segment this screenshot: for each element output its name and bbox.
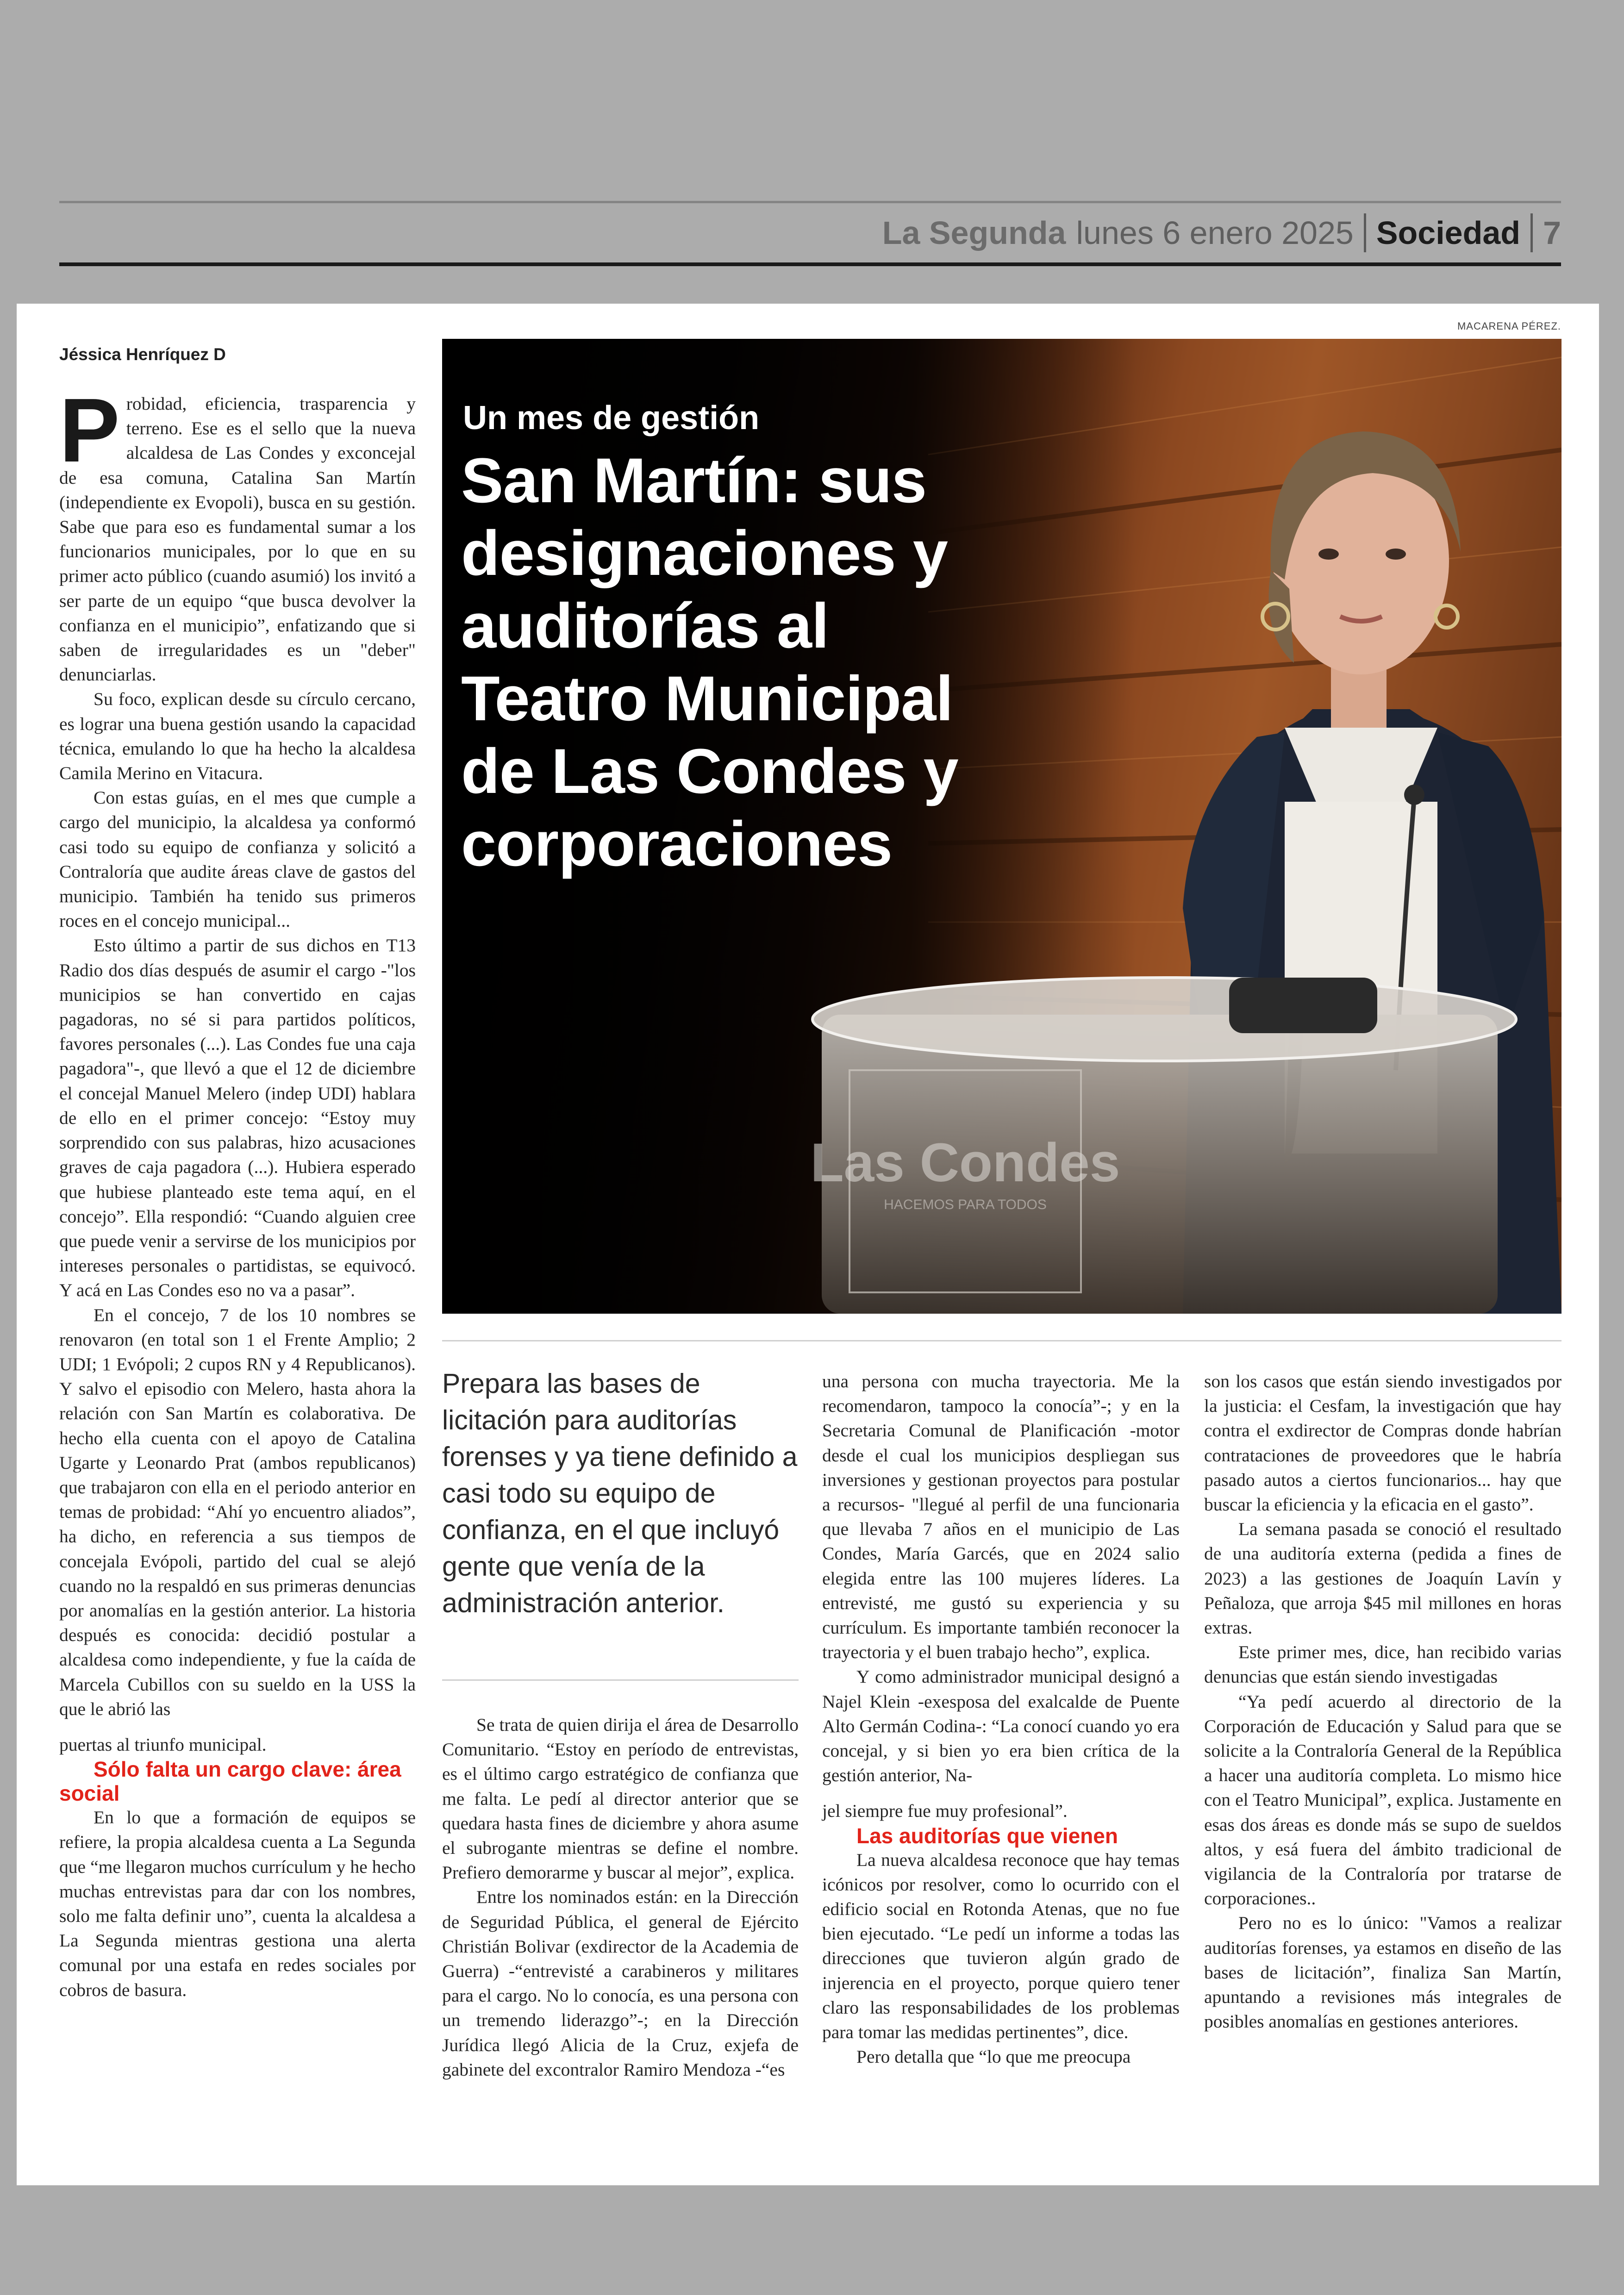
paragraph: La nueva alcaldesa reconoce que hay temas icónicos por resolver, como lo ocurrido con el edificio social en Rotonda Atenas, que no fue bien ejecutado. “Le pedí un informe a todas las direcciones que tuvieron algún grado de injerencia en el proyecto, porque quiero tener claro las responsabilidades de los problemas para tomar las medidas pertinentes”, dice. [822,1849,1180,2043]
publication-name: La Segunda [882,215,1066,251]
paragraph: Pero no es lo único: "Vamos a realizar auditorías forenses, ya estamos en diseño de las bases de licitación”, finaliza San Martín, apuntando a revisiones más integrales de posibles anomalías en gestiones anteriores. [1204,1913,1562,2032]
paragraph: Probidad, eficiencia, trasparencia y terreno. Ese es el sello que la nueva alcaldesa de Las Condes y exconcejal de esa comuna, Catalina San Martín (independiente ex Evopoli), busca en su gestión. Sabe que para eso es fundamental sumar a los funcionarios municipales, por lo que en su primer acto público (cuando asumió) los invitó a ser parte de un equipo “que busca devolver la confianza en el municipio”, enfatizando que si saben de irregularidades es un "deber" denunciarlas. [59,380,416,685]
headline: San Martín: sus designaciones y auditorías al Teatro Municipal de Las Condes y corporaciones [461,445,958,879]
article-column-2 [442,1713,799,2082]
pull-quote: Prepara las bases de licitación para auditorías forenses y ya tiene definido a casi todo su equipo de confianza, en el que incluyó gente que venía de la administración anterior. [442,1368,798,1618]
photo-credit: MACARENA PÉREZ. [1457,320,1561,332]
podium-tagline: HACEMOS PARA TODOS [884,1197,1047,1212]
paragraph: Pero detalla que “lo que me preocupa [856,2046,1131,2067]
paragraph: jel siempre fue muy profesional”. [822,1801,1068,1821]
drop-cap: P [59,380,120,481]
header-top-rule [59,201,1561,203]
paragraph: Entre los nominados están: en la Dirección de Seguridad Pública, el general de Ejército Christián Bolivar (exdirector de la Academia de Guerra) -“entrevisté a carabineros y militares para el cargo. No lo conocía, es una persona con un tremendo liderazgo”-; en la Dirección Jurídica llegó Alicia de la Cruz, exjefa de gabinete del excontralor Ramiro Mendoza -“es [442,1887,799,2080]
header-bottom-rule [59,262,1561,266]
paragraph: La semana pasada se conoció el resultado de una auditoría externa (pedida a fines de 2023) a las gestiones de Joaquín Lavín y Peñaloza, que arroja $45 mil millones en horas extras. [1204,1519,1562,1638]
paragraph: Se trata de quien dirija el área de Desarrollo Comunitario. “Estoy en período de entrevistas, es el último cargo estratégico de confianza que me falta. Le pedí al director anterior que se quedara hasta fines de diciembre y ahora asume el subrogante mientras se define el nombre. Prefiero demorarme y buscar al mejor”, explica. [442,1715,799,1883]
paragraph: Y como administrador municipal designó a Najel Klein -exesposa del exalcalde de Puente Alto Germán Codina-: “La conocí cuando yo era concejal, y si bien yo era bien crítica de la gestión anterior, Na- [822,1666,1180,1786]
paragraph: son los casos que están siendo investigados por la justicia: el Cesfam, la investigación que hay contra el exdirector de Compras donde habrían contrataciones de proveedores que le habría pasado autos a ciertos funcionarios... hay que buscar la eficiencia y la eficacia en el gasto”. [1204,1371,1562,1515]
podium-logo: Las Condes [810,1132,1120,1193]
byline: Jéssica Henríquez D [59,345,226,364]
article-column-3 [822,1369,1180,2069]
subhead: Sólo falta un cargo clave: área social [59,1757,401,1806]
article-column-1 [59,380,416,2002]
paragraph: En el concejo, 7 de los 10 nombres se renovaron (en total son 1 el Frente Amplio; 2 UDI; 1 Evópoli; 2 cupos RN y 4 Republicanos). Y salvo el episodio con Melero, hasta ahora la relación con San Martín es colaborativa. De hecho ella cuenta con el apoyo de Catalina Ugarte y Leonardo Prat (ambos republicanos) que trabajaron con ella en el periodo anterior en temas de probidad: “Ahí yo encuentro aliados”, ha dicho, en referencia a sus tiempos de concejala Evópoli, partido del cual se alejó cuando no la respaldó en sus primeras denuncias por anomalías en la gestión anterior. La historia después es conocida: decidió postular a alcaldesa como independiente, y fue la caída de Marcela Cubillos con su sueldo en la USS la que le abrió las [59,1304,416,1719]
paragraph: puertas al triunfo municipal. [59,1734,267,1755]
headline-kicker: Un mes de gestión [463,399,760,437]
section-name: Sociedad [1376,215,1521,251]
paragraph: Este primer mes, dice, han recibido varias denuncias que están siendo investigadas [1204,1642,1562,1687]
pull-quote-rule [442,1679,799,1681]
paragraph: En lo que a formación de equipos se refiere, la propia alcaldesa cuenta a La Segunda que “me llegaron muchos currículum y he hecho muchas entrevistas para dar con los nombres, solo me falta definir uno”, cuenta la alcaldesa a La Segunda mientras gestiona una alerta comunal por una estafa en redes sociales por cobros de basura. [59,1807,416,2000]
page-header [882,206,1561,260]
publication-date: lunes 6 enero 2025 [1076,215,1354,251]
header-divider [1530,213,1533,252]
subhead: Las auditorías que vienen [856,1823,1118,1848]
paragraph: Con estas guías, en el mes que cumple a cargo del municipio, la alcaldesa ya conformó casi todo su equipo de confianza y solicitó a Contraloría que audite áreas clave de gastos del municipio. También ha tenido sus primeros roces en el concejo municipal... [59,787,416,931]
paragraph: Su foco, explican desde su círculo cercano, es lograr una buena gestión usando la capacidad técnica, emulando lo que ha hecho la alcaldesa Camila Merino en Vitacura. [59,689,416,784]
photo-bottom-rule [442,1340,1562,1341]
paragraph: “Ya pedí acuerdo al directorio de la Corporación de Educación y Salud para que se solicite a la Contraloría General de la República a hacer una auditoría completa. Lo mismo hice con el Teatro Municipal”, explica. Justamente en esas dos áreas es donde más se supo de sueldos altos, y esá fuera del ámbito tradicional de vigilancia de la Contraloría por tratarse de corporaciones.. [1204,1691,1562,1909]
page-number: 7 [1543,215,1561,251]
paragraph: una persona con mucha trayectoria. Me la recomendaron, tampoco la conocía”-; y en la Secretaria Comunal de Planificación -motor desde el cual los municipios despliegan sus inversiones y gestionan proyectos para postular a recursos- "llegué al perfil de una funcionaria que llevaba 7 años en el municipio de Las Condes, María Garcés, que en 2024 salio elegida entre las 100 mujeres líderes. La entrevisté, me gustó su experiencia y su currículum. Es importante también reconocer la trayectoria y el buen trabajo hecho”, explica. [822,1371,1180,1663]
header-divider [1364,213,1366,252]
article-column-4 [1204,1369,1562,2034]
paragraph: Esto último a partir de sus dichos en T13 Radio dos días después de asumir el cargo -"los municipios se han convertido en cajas pagadoras, no sé si para partidos políticos, favores personales (...). Las Condes fue una caja pagadora"-, que llevó a que el 12 de diciembre el concejal Manuel Melero (indep UDI) hablara de ello en el primer concejo: “Estoy muy sorprendido con sus palabras, hizo acusaciones graves de caja pagadora (...). Hubiera esperado que hubiese planteado este tema aquí, en el concejo”. Ella respondió: “Cuando alguien cree que puede venir a servirse de los municipios por intereses personales o partidistas, se equivocó. Y acá en Las Condes eso no va a pasar”. [59,935,416,1301]
